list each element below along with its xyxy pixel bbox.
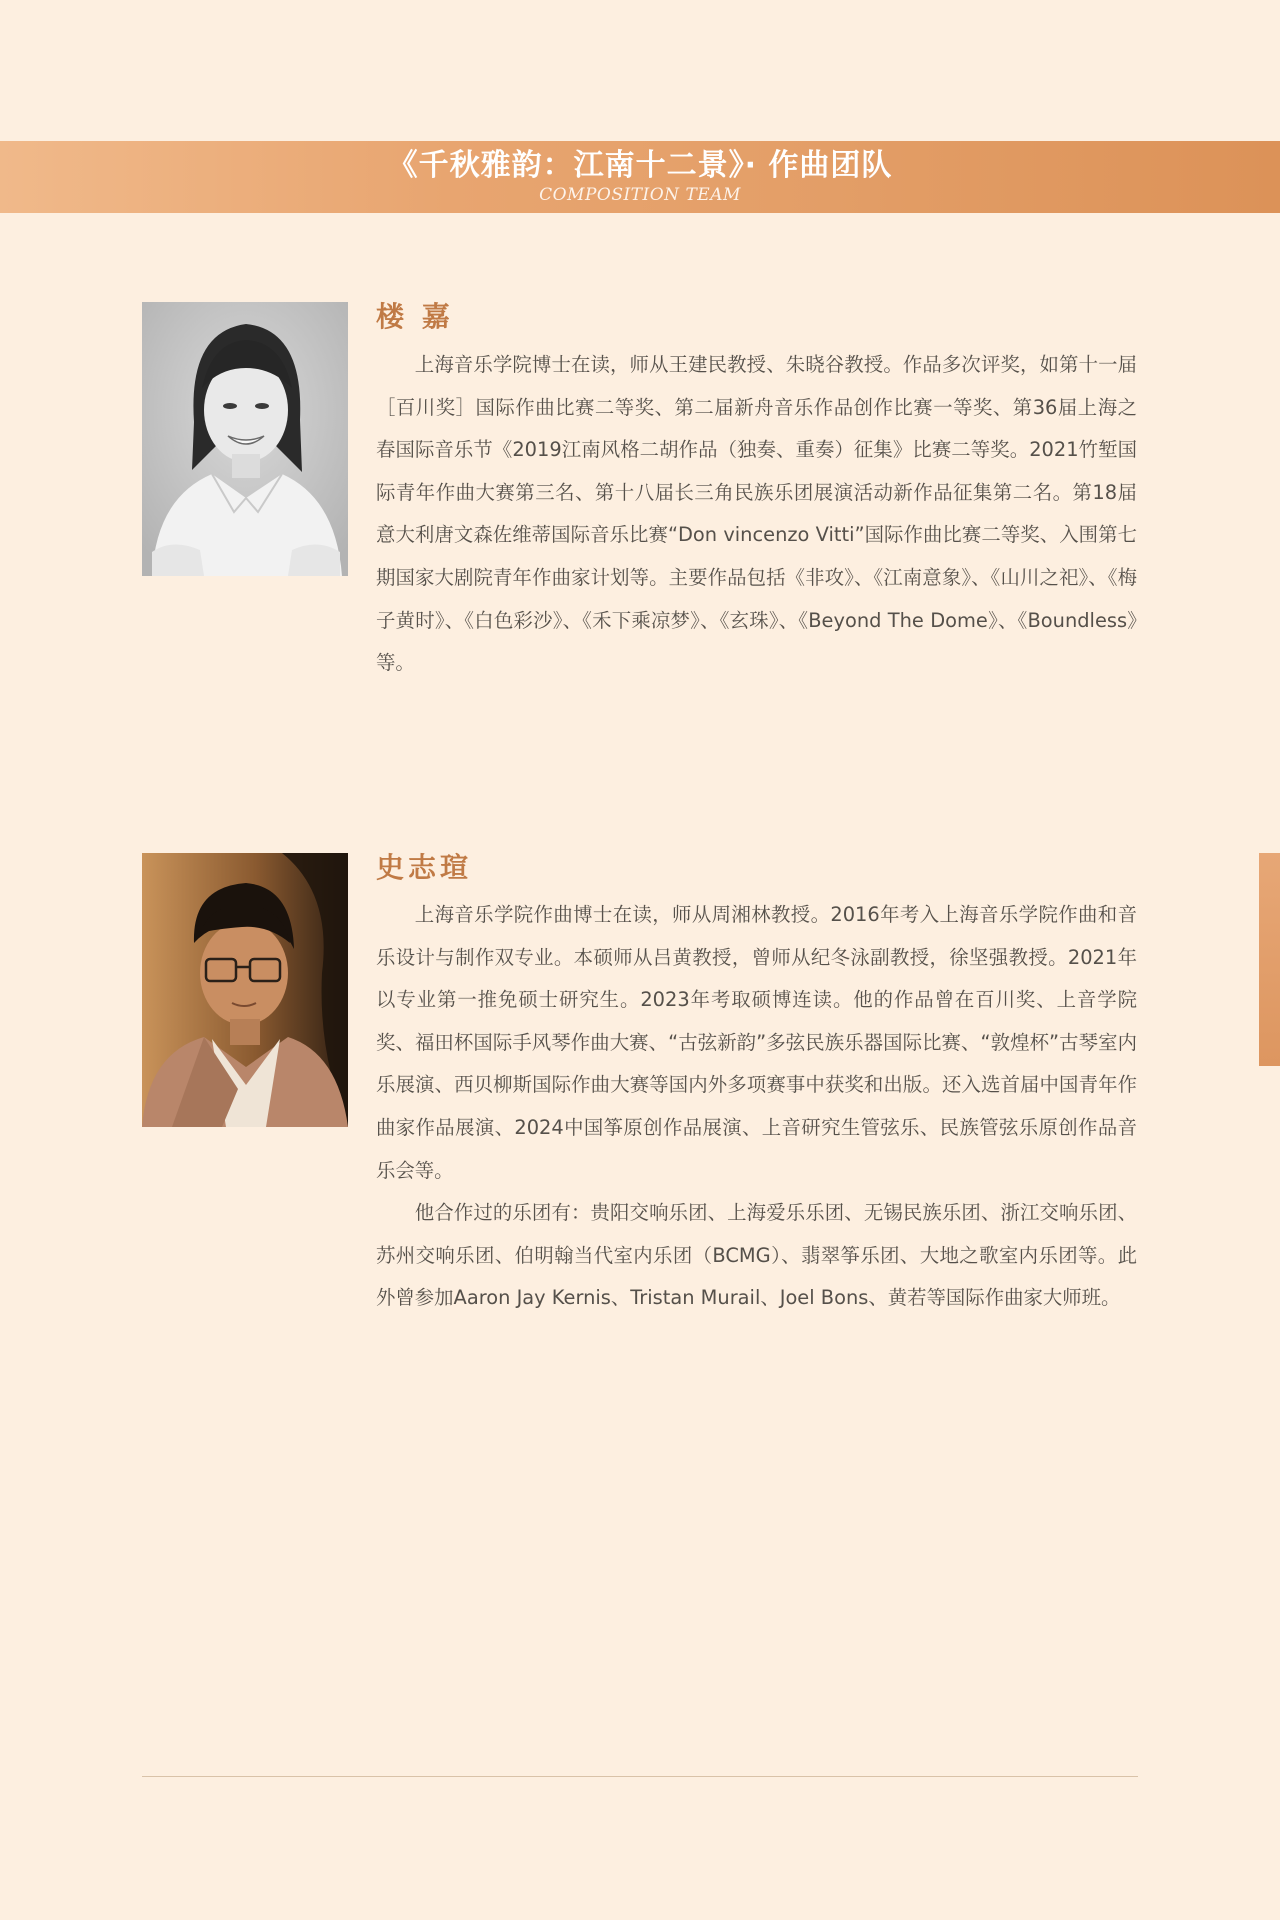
portrait-photo-lou-jia: [142, 302, 348, 576]
side-tab-decoration: [1259, 853, 1280, 1066]
portrait-image: [142, 302, 348, 576]
portrait-image: [142, 853, 348, 1127]
footer-divider: [142, 1776, 1138, 1777]
bio-paragraph: 他合作过的乐团有：贵阳交响乐团、上海爱乐乐团、无锡民族乐团、浙江交响乐团、苏州交响乐团、伯明翰当代室内乐团（BCMG）、翡翠筝乐团、大地之歌室内乐团等。此外曾参加Aaron Jay Kernis、Tristan Murail、Joel Bons、黄若等国际作曲家大师班。: [376, 1201, 1137, 1310]
member-bio-lou-jia: [376, 344, 1137, 685]
member-bio-shi-zhixuan: [376, 894, 1137, 1320]
page-subtitle: COMPOSITION TEAM: [539, 185, 741, 205]
portrait-photo-shi-zhixuan: [142, 853, 348, 1127]
page-title: 《千秋雅韵：江南十二景》· 作曲团队: [387, 148, 893, 183]
member-name-shi-zhixuan: 史志瑄: [376, 851, 473, 884]
bio-paragraph: 上海音乐学院博士在读，师从王建民教授、朱晓谷教授。作品多次评奖，如第十一届［百川奖］国际作曲比赛二等奖、第二届新舟音乐作品创作比赛一等奖、第36届上海之春国际音乐节《2019江南风格二胡作品（独奏、重奏）征集》比赛二等奖。2021竹堑国际青年作曲大赛第三名、第十八届长三角民族乐团展演活动新作品征集第二名。第18届意大利唐文森佐维蒂国际音乐比赛“Don vincenzo Vitti”国际作曲比赛二等奖、入围第七期国家大剧院青年作曲家计划等。主要作品包括《非攻》、《江南意象》、《山川之祀》、《梅子黄时》、《白色彩沙》、《禾下乘凉梦》、《玄珠》、《Beyond The Dome》、《Boundless》等。: [376, 353, 1137, 675]
bio-paragraph: 上海音乐学院作曲博士在读，师从周湘林教授。2016年考入上海音乐学院作曲和音乐设计与制作双专业。本硕师从吕黄教授，曾师从纪冬泳副教授，徐坚强教授。2021年以专业第一推免硕士研究生。2023年考取硕博连读。他的作品曾在百川奖、上音学院奖、福田杯国际手风琴作曲大赛、“古弦新韵”多弦民族乐器国际比赛、“敦煌杯”古琴室内乐展演、西贝柳斯国际作曲大赛等国内外多项赛事中获奖和出版。还入选首届中国青年作曲家作品展演、2024中国筝原创作品展演、上音研究生管弦乐、民族管弦乐原创作品音乐会等。: [376, 903, 1137, 1182]
member-name-lou-jia: 楼 嘉: [376, 300, 454, 333]
